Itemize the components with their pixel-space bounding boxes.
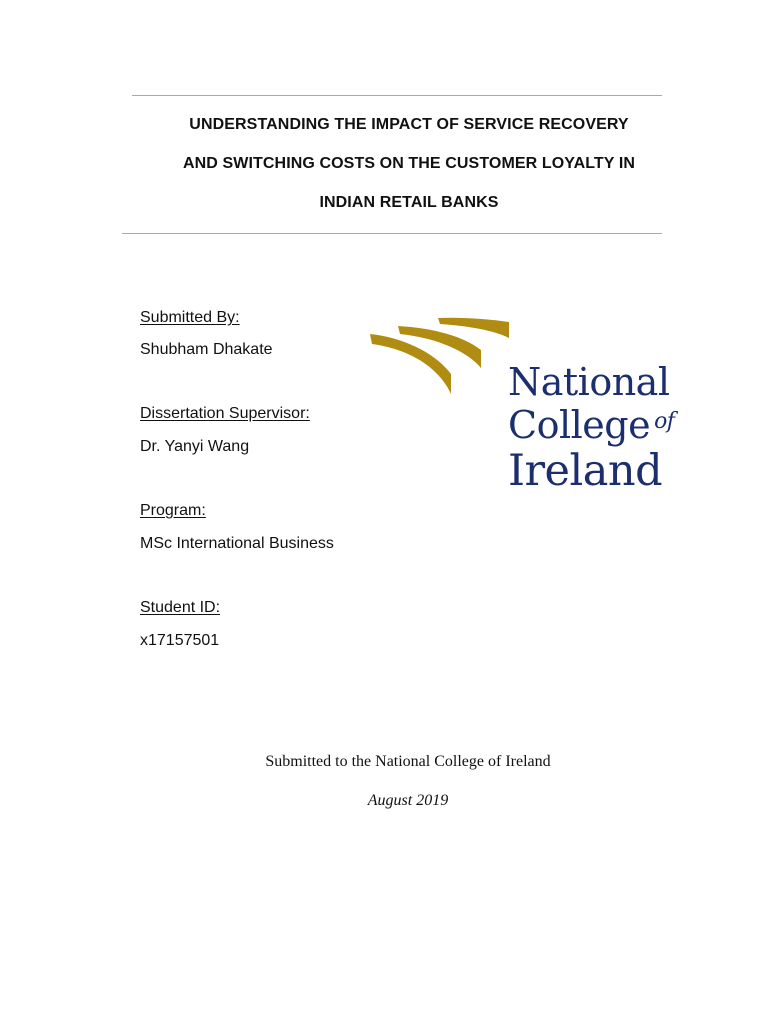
logo-text-of: of <box>654 409 675 434</box>
program-value: MSc International Business <box>140 535 334 552</box>
submitted-by-label: Submitted By: <box>140 309 240 326</box>
student-id-label: Student ID: <box>140 599 221 616</box>
logo-text-college-word: College <box>508 403 651 447</box>
submission-date: August 2019 <box>367 792 449 809</box>
submitted-to-text: Submitted to the National College of Ireland <box>265 753 551 770</box>
student-id-value: x17157501 <box>140 632 220 649</box>
supervisor-value: Dr. Yanyi Wang <box>140 438 250 455</box>
title-line-3: INDIAN RETAIL BANKS <box>319 194 499 211</box>
title-line-1: UNDERSTANDING THE IMPACT OF SERVICE RECOVERY <box>189 116 629 133</box>
submitted-by-value: Shubham Dhakate <box>140 341 273 358</box>
logo-swoosh-1 <box>370 334 451 394</box>
logo-text-college <box>508 403 674 447</box>
title-line-2: AND SWITCHING COSTS ON THE CUSTOMER LOYALTY IN <box>182 155 636 172</box>
logo-text-national: National <box>508 360 670 404</box>
title-rule-top <box>132 95 662 96</box>
program-label: Program: <box>140 502 206 519</box>
supervisor-label: Dissertation Supervisor: <box>140 405 310 422</box>
logo-text-ireland: Ireland <box>508 446 663 496</box>
title-rule-bottom <box>122 233 662 234</box>
